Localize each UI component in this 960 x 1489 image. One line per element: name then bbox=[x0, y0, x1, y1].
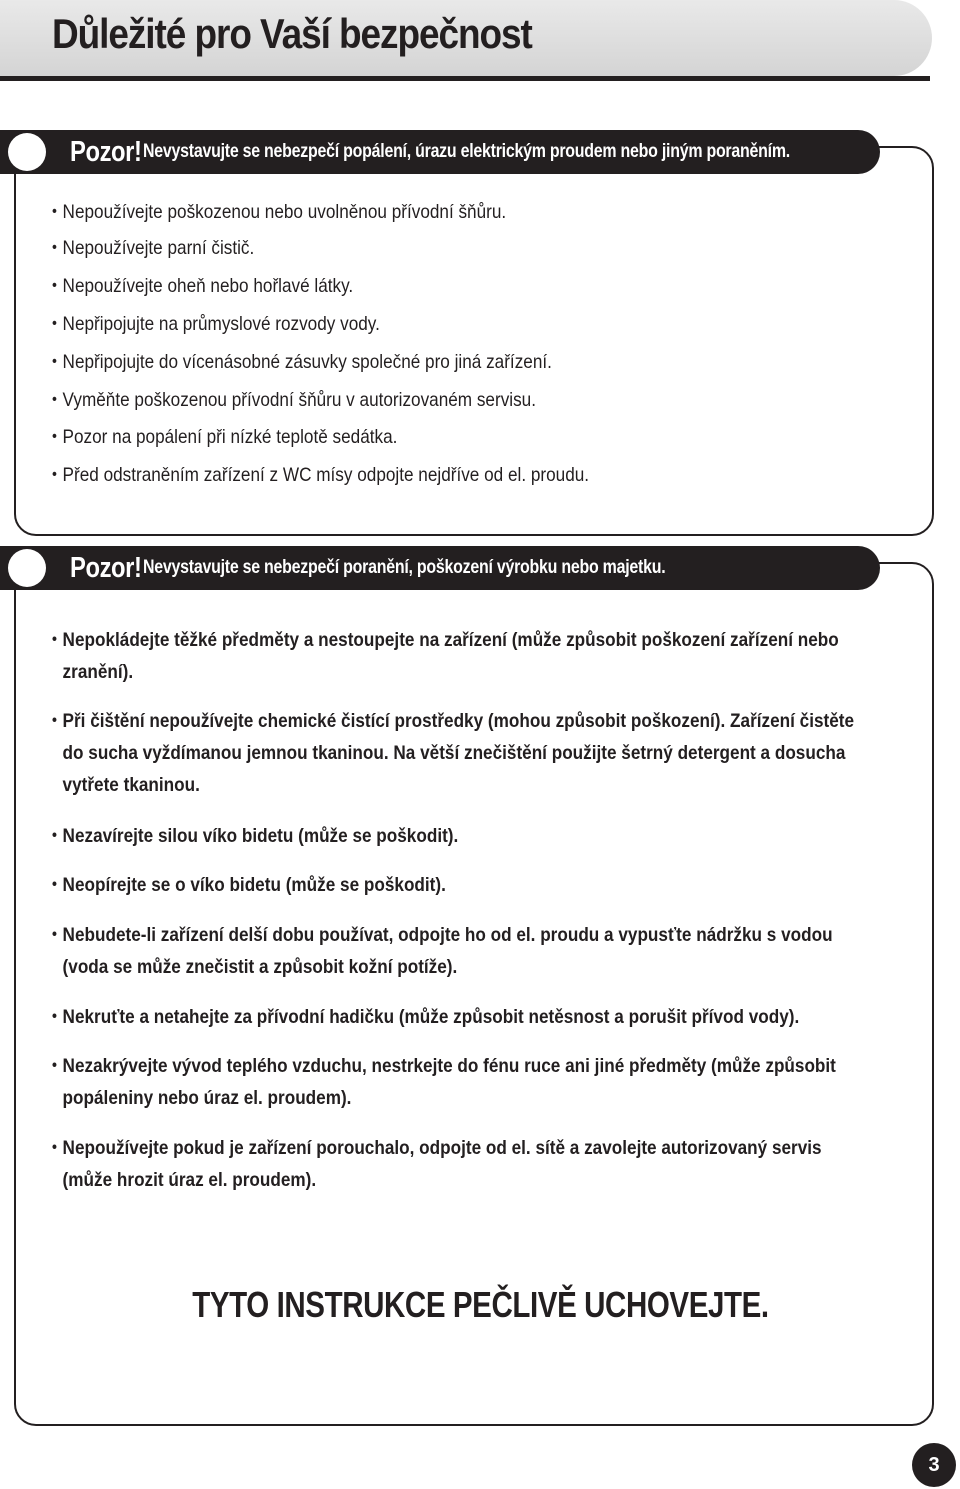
list-item: • Nepřipojujte na průmyslové rozvody vody. bbox=[52, 313, 380, 335]
warning-bar-1 bbox=[0, 130, 880, 174]
list-item: • Nezakrývejte vývod teplého vzduchu, nestrkejte do fénu ruce ani jiné předměty (může způsobit popáleniny nebo úraz el. proudem). bbox=[52, 1055, 836, 1109]
list-item: • Nepoužívejte pokud je zařízení porouchalo, odpojte od el. sítě a zavolejte autorizovaný servis (může hrozit úraz el. proudem). bbox=[52, 1137, 822, 1191]
warning-circle-icon bbox=[8, 133, 46, 171]
list-item: • Nepoužívejte oheň nebo hořlavé látky. bbox=[52, 275, 354, 297]
list-item: • Před odstraněním zařízení z WC mísy odpojte nejdříve od el. proudu. bbox=[52, 464, 590, 486]
warning-text: Nevystavujte se nebezpečí poranění, poškození výrobku nebo majetku. bbox=[143, 557, 666, 578]
warning-label: Pozor! bbox=[70, 551, 142, 584]
list-item: • Nepoužívejte poškozenou nebo uvolněnou přívodní šňůru. bbox=[52, 201, 507, 223]
keep-instructions-notice bbox=[0, 1284, 960, 1326]
page-title: Důležité pro Vaší bezpečnost bbox=[52, 10, 532, 57]
list-item: • Nepoužívejte parní čistič. bbox=[52, 237, 255, 259]
list-item: • Pozor na popálení při nízké teplotě sedátka. bbox=[52, 426, 398, 448]
warning-label: Pozor! bbox=[70, 135, 142, 168]
warning-text: Nevystavujte se nebezpečí popálení, úrazu elektrickým proudem nebo jiným poraněním. bbox=[143, 141, 791, 162]
list-item: • Při čištění nepoužívejte chemické čistící prostředky (mohou způsobit poškození). Zařízení čistěte do sucha vyždímanou jemnou tkaninou. Na větší znečištění použijte šetrný detergent a dosucha vytřete tkaninou. bbox=[52, 710, 855, 796]
list-item: • Nepokládejte těžké předměty a nestoupejte na zařízení (může způsobit poškození zařízení nebo zranění). bbox=[52, 629, 839, 683]
page-header bbox=[0, 0, 932, 76]
header-rule bbox=[0, 76, 930, 81]
list-item: • Nekruťte a netahejte za přívodní hadičku (může způsobit netěsnost a porušit přívod vody). bbox=[52, 1006, 800, 1028]
warning-circle-icon bbox=[8, 549, 46, 587]
list-item: • Neopírejte se o víko bidetu (může se poškodit). bbox=[52, 874, 446, 896]
notice-text: TYTO INSTRUKCE PEČLIVĚ UCHOVEJTE. bbox=[191, 1284, 769, 1325]
list-item: • Vyměňte poškozenou přívodní šňůru v autorizovaném servisu. bbox=[52, 389, 536, 411]
list-item: • Nebudete-li zařízení delší dobu používat, odpojte ho od el. proudu a vypusťte nádržku s vodou (voda se může znečistit a způsobit kožní potíže). bbox=[52, 924, 833, 978]
page-number: 3 bbox=[912, 1443, 956, 1487]
warning-bar-2 bbox=[0, 546, 880, 590]
list-item: • Nepřipojujte do vícenásobné zásuvky společné pro jiná zařízení. bbox=[52, 351, 552, 373]
list-item: • Nezavírejte silou víko bidetu (může se poškodit). bbox=[52, 825, 459, 847]
